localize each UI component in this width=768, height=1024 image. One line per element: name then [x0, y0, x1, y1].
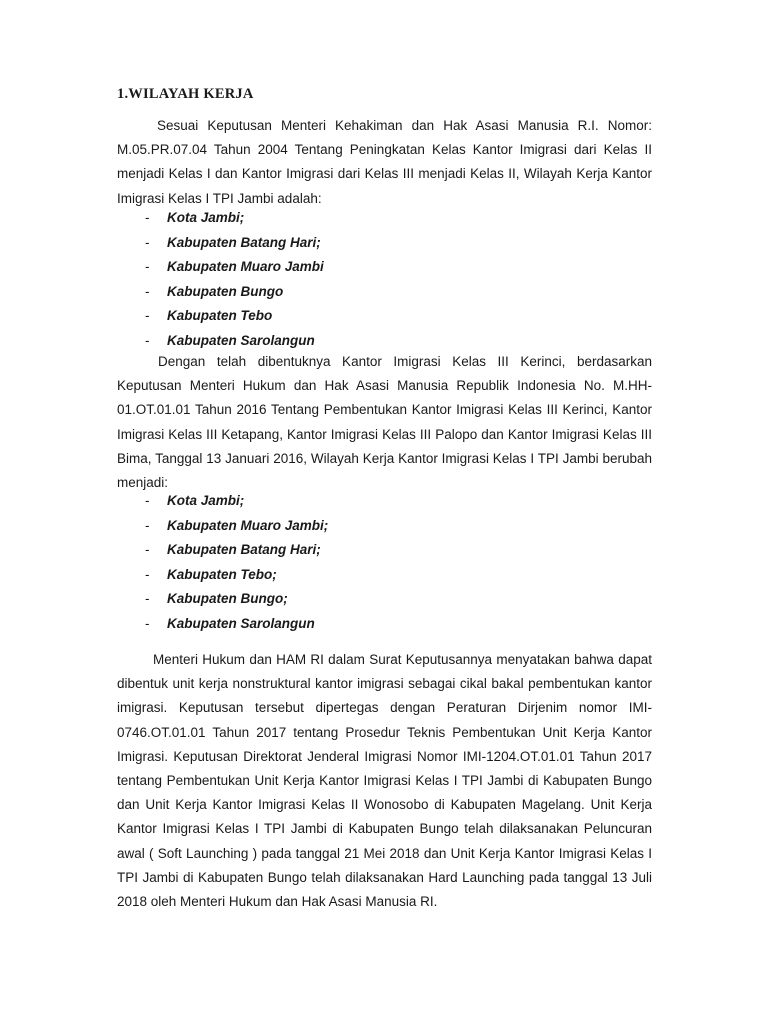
list-item: - Kabupaten Tebo: [145, 304, 324, 329]
list-item: - Kabupaten Muaro Jambi;: [145, 514, 328, 539]
section-heading: 1.WILAYAH KERJA: [117, 86, 254, 102]
dash-bullet-icon: -: [145, 234, 150, 250]
dash-bullet-icon: -: [145, 283, 150, 299]
paragraph-2: Dengan telah dibentuknya Kantor Imigrasi Kelas III Kerinci, berdasarkan Keputusan Menteri Hukum dan Hak Asasi Manusia Republik Indonesia No. M.HH-01.OT.01.01 Tahun 2016 Tentang Pembentukan Kantor Imigrasi Kelas III Kerinci, Kantor Imigrasi Kelas III Ketapang, Kantor Imigrasi Kelas III Palopo dan Kantor Imigrasi Kelas III Bima, Tanggal 13 Januari 2016, Wilayah Kerja Kantor Imigrasi Kelas I TPI Jambi berubah menjadi:: [117, 354, 652, 491]
dash-bullet-icon: -: [145, 210, 150, 225]
region-list-2: [145, 489, 328, 636]
list-item: - Kabupaten Batang Hari;: [145, 231, 324, 256]
paragraph-1: Sesuai Keputusan Menteri Kehakiman dan Hak Asasi Manusia R.I. Nomor: M.05.PR.07.04 Tahun 2004 Tentang Peningkatan Kelas Kantor Imigrasi dari Kelas II menjadi Kelas I dan Kantor Imigrasi dari Kelas III menjadi Kelas II, Wilayah Kerja Kantor Imigrasi Kelas I TPI Jambi adalah:: [117, 118, 652, 206]
dash-bullet-icon: -: [145, 591, 150, 606]
list-item: - Kabupaten Bungo;: [145, 587, 328, 612]
region-list-1: [145, 206, 324, 353]
dash-bullet-icon: -: [145, 542, 150, 557]
list-item: - Kabupaten Bungo: [145, 280, 324, 305]
dash-bullet-icon: -: [145, 259, 150, 274]
dash-bullet-icon: -: [145, 493, 150, 508]
dash-bullet-icon: -: [145, 566, 150, 582]
dash-bullet-icon: -: [145, 308, 150, 323]
list-item: - Kota Jambi;: [145, 489, 328, 514]
list-item: - Kabupaten Batang Hari;: [145, 538, 328, 563]
list-item: - Kabupaten Tebo;: [145, 563, 328, 588]
dash-bullet-icon: -: [145, 615, 150, 631]
list-item: - Kabupaten Sarolangun: [145, 612, 328, 637]
list-item: - Kota Jambi;: [145, 206, 324, 231]
list-item: - Kabupaten Muaro Jambi: [145, 255, 324, 280]
dash-bullet-icon: -: [145, 517, 150, 533]
list-item: - Kabupaten Sarolangun: [145, 329, 324, 354]
dash-bullet-icon: -: [145, 332, 150, 348]
paragraph-3: Menteri Hukum dan HAM RI dalam Surat Keputusannya menyatakan bahwa dapat dibentuk unit kerja nonstruktural kantor imigrasi sebagai cikal bakal pembentukan kantor imigrasi. Keputusan tersebut dipertegas dengan Peraturan Dirjenim nomor IMI-0746.OT.01.01 Tahun 2017 tentang Prosedur Teknis Pembentukan Unit Kerja Kantor Imigrasi. Keputusan Direktorat Jenderal Imigrasi Nomor IMI-1204.OT.01.01 Tahun 2017 tentang Pembentukan Unit Kerja Kantor Imigrasi Kelas I TPI Jambi di Kabupaten Bungo dan Unit Kerja Kantor Imigrasi Kelas II Wonosobo di Kabupaten Magelang. Unit Kerja Kantor Imigrasi Kelas I TPI Jambi di Kabupaten Bungo telah dilaksanakan Peluncuran awal ( Soft Launching ) pada tanggal 21 Mei 2018 dan Unit Kerja Kantor Imigrasi Kelas I TPI Jambi di Kabupaten Bungo telah dilaksanakan Hard Launching pada tanggal 13 Juli 2018 oleh Menteri Hukum dan Hak Asasi Manusia RI.: [117, 652, 652, 910]
